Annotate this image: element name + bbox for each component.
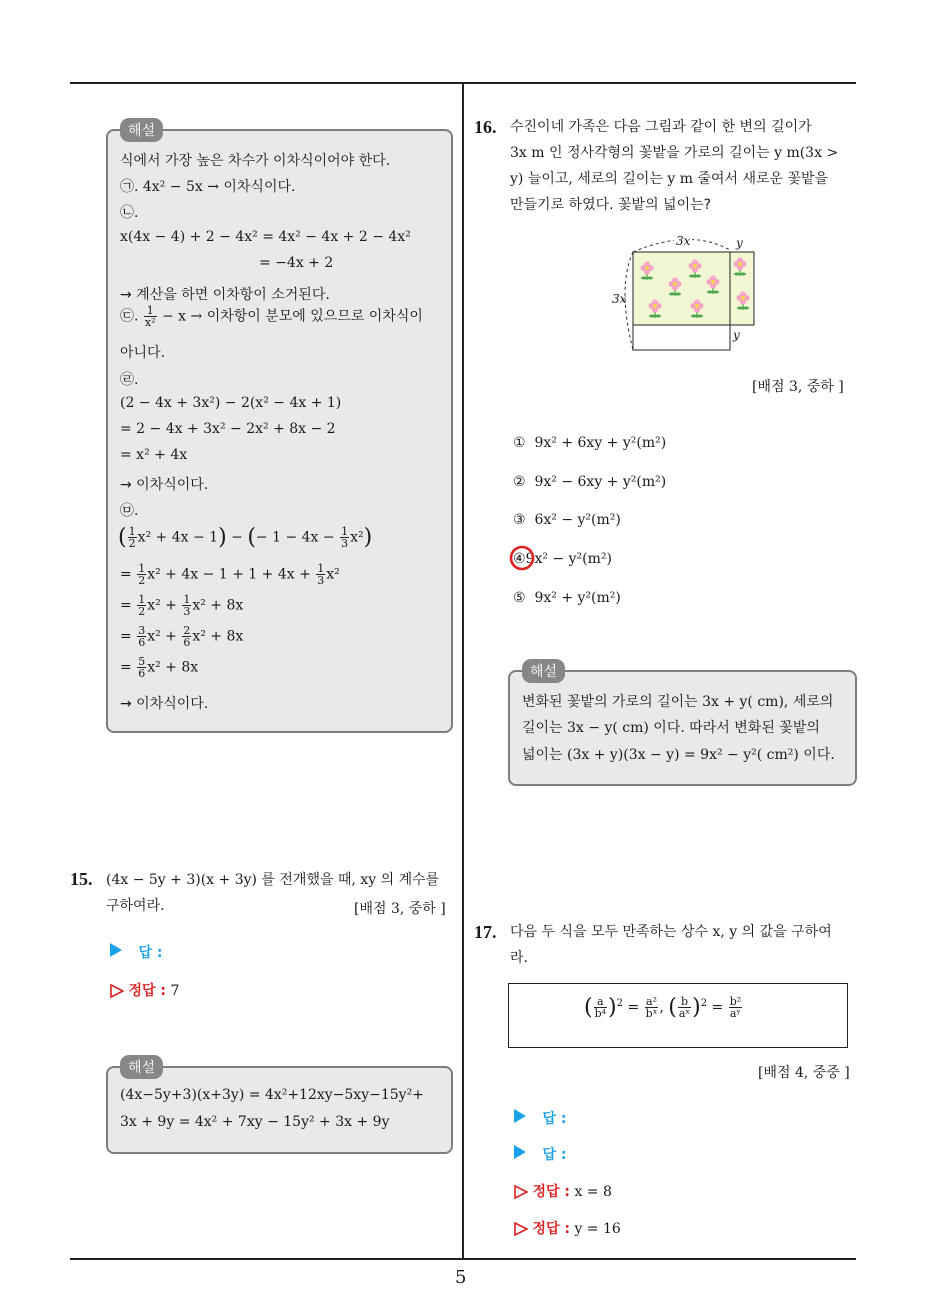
filled-triangle-icon	[514, 1109, 526, 1123]
option-text: 9x² + 6xy + y²(m²)	[534, 435, 667, 451]
solution-text: x²	[326, 566, 340, 583]
correct-value: 7	[170, 983, 180, 999]
outline-triangle-icon	[110, 984, 124, 998]
solution-line: = x² + 4x	[120, 447, 188, 463]
solution-line: 넓이는 (3x + y)(3x − y) = 9x² − y²( cm²) 이다.	[522, 747, 835, 763]
solution-line: 변화된 꽃밭의 가로의 길이는 3x + y( cm), 세로의	[522, 694, 834, 710]
question-text: 수진이네 가족은 다음 그림과 같이 한 변의 길이가	[510, 119, 812, 135]
answer-label: 답 :	[542, 1111, 567, 1127]
solution-line-fraction: = $\frac{1}{2}$ x² + 4x − 1 + 1 + 4x + $\frac{1}{3}$ x²	[120, 562, 340, 587]
bottom-rule	[70, 1258, 856, 1260]
option-mark: ②	[513, 474, 526, 490]
solution-text: x² + 4x − 1 + 1 + 4x +	[147, 566, 311, 583]
correct-answer-line	[514, 1181, 612, 1201]
option-text: 6x² − y²(m²)	[534, 512, 621, 528]
numerator: b	[678, 996, 691, 1008]
solution-text: =	[120, 628, 132, 645]
answer-line	[514, 1144, 566, 1164]
garden-figure	[605, 232, 765, 357]
solution-text: =	[120, 566, 132, 583]
solution-text: x² +	[147, 597, 177, 614]
fraction: $\frac{1}{3}$	[341, 525, 349, 550]
denominator: aʸ	[729, 1007, 742, 1020]
solution-line-fraction: ( $\frac{1}{2}$ x² + 4x − 1) − (− 1 − 4x − $\frac{1}{3}$ x²)	[118, 525, 373, 550]
score-label: [배점 3, 중하 ]	[354, 901, 446, 917]
solution-line-fraction	[120, 305, 423, 328]
correct-label: 정답 :	[532, 1221, 570, 1237]
solution-line: = 2 − 4x + 3x² − 2x² + 8x − 2	[120, 421, 336, 437]
answer-circle-mark	[507, 543, 537, 573]
question-number: 17.	[474, 922, 497, 942]
numerator: b²	[729, 995, 742, 1008]
outline-triangle-icon	[514, 1185, 528, 1199]
answer-line	[514, 1108, 566, 1128]
solution-text: =	[120, 659, 132, 676]
filled-triangle-icon	[110, 943, 122, 957]
answer-label: 답 :	[138, 945, 163, 961]
correct-label: 정답 :	[128, 983, 166, 999]
option-text: 9x² − 6xy + y²(m²)	[534, 474, 667, 490]
answer-line	[110, 942, 162, 962]
solution-line: (4x−5y+3)(x+3y) = 4x²+12xy−5xy−15y²+	[120, 1087, 424, 1103]
solution-tag: 해설	[120, 118, 163, 142]
figure-label-y-bottom: y	[733, 328, 740, 342]
question-text: 구하여라.	[106, 898, 165, 914]
solution-line-fraction: = $\frac{1}{2}$ x² + $\frac{1}{3}$ x² + 8x	[120, 593, 244, 618]
figure-label-y-top: y	[736, 236, 743, 250]
correct-label: 정답 :	[532, 1184, 570, 1200]
solution-line: 길이는 3x − y( cm) 이다. 따라서 변화된 꽃밭의	[522, 720, 820, 736]
denominator: aˣ	[678, 1007, 691, 1020]
option-text: 9x² − y²(m²)	[525, 551, 612, 567]
option-mark: ①	[513, 435, 526, 451]
solution-text: x² +	[147, 628, 177, 645]
correct-answer-line	[514, 1218, 621, 1238]
numerator: 1	[144, 305, 157, 317]
equations: ( $\frac{a}{\text{b⁴}}$ )$^2$ = $\frac{\text{a²}}{\text{bˣ}}$ , ( $\frac{b}{\text{aˣ}}$ )$^2$ = $\frac{\text{b²}}{\text{aʸ}}$	[584, 995, 742, 1020]
solution-line-fraction: = $\frac{3}{6}$ x² + $\frac{2}{6}$ x² + 8x	[120, 624, 244, 649]
solution-tag: 해설	[120, 1055, 163, 1079]
solution-line: → 이차식이다.	[120, 696, 209, 712]
option-3[interactable]	[513, 512, 621, 528]
solution-text: x² + 8x	[192, 597, 244, 614]
solution-line: ㉣.	[120, 372, 139, 388]
option-mark: ④	[513, 551, 526, 567]
solution-text: x² + 8x	[147, 659, 199, 676]
question-text: 만들기로 하였다. 꽃밭의 넓이는?	[510, 197, 712, 213]
solution-line: x(4x − 4) + 2 − 4x² = 4x² − 4x + 2 − 4x²	[120, 229, 411, 245]
solution-text: x²	[350, 529, 364, 546]
solution-text: − x → 이차항이 분모에 있으므로 이차식이	[161, 308, 423, 325]
solution-tag: 해설	[522, 659, 565, 683]
solution-line: (2 − 4x + 3x²) − 2(x² − 4x + 1)	[120, 395, 342, 411]
option-mark: ⑤	[513, 590, 526, 606]
denominator: bˣ	[645, 1007, 658, 1020]
solution-line: ㉠. 4x² − 5x → 이차식이다.	[120, 179, 296, 195]
fraction	[144, 305, 157, 328]
numerator: a²	[646, 995, 657, 1008]
option-text: 9x² + y²(m²)	[534, 590, 621, 606]
option-1[interactable]	[513, 435, 666, 451]
question-text: 다음 두 식을 모두 만족하는 상수 x, y 의 값을 구하여	[510, 924, 832, 940]
correct-value: x = 8	[574, 1184, 612, 1200]
correct-value: y = 16	[574, 1221, 621, 1237]
question-text: y) 늘이고, 세로의 길이는 y m 줄여서 새로운 꽃밭을	[510, 171, 829, 187]
solution-line-fraction: = $\frac{5}{6}$ x² + 8x	[120, 655, 199, 680]
figure-label-top: 3x	[676, 234, 691, 248]
solution-text: x² + 4x − 1	[137, 529, 219, 546]
option-mark: ③	[513, 512, 526, 528]
solution-line: 3x + 9y = 4x² + 7xy − 15y² + 3x + 9y	[120, 1114, 390, 1130]
question-text: (4x − 5y + 3)(x + 3y) 를 전개했을 때, xy 의 계수를	[106, 872, 440, 888]
numerator: a	[594, 996, 607, 1008]
correct-answer-line	[110, 980, 179, 1000]
option-2[interactable]	[513, 474, 666, 490]
page-number: 5	[455, 1267, 467, 1288]
denominator: b⁴	[594, 1007, 607, 1020]
solution-line: ㉤.	[120, 503, 139, 519]
solution-text: x² + 8x	[192, 628, 244, 645]
question-text: 3x m 인 정사각형의 꽃밭을 가로의 길이는 y m(3x >	[510, 145, 839, 161]
solution-line: = −4x + 2	[259, 255, 334, 271]
item-mark: ㉢.	[120, 308, 139, 325]
answer-label: 답 :	[542, 1147, 567, 1163]
option-5[interactable]	[513, 590, 621, 606]
solution-line: 아니다.	[120, 345, 166, 361]
solution-text: =	[120, 597, 132, 614]
solution-line: 식에서 가장 높은 차수가 이차식이어야 한다.	[120, 153, 391, 169]
question-number: 15.	[70, 869, 93, 889]
score-label: [배점 4, 중중 ]	[758, 1065, 850, 1081]
solution-box-15	[106, 1066, 453, 1154]
denominator: x²	[144, 316, 156, 329]
solution-line: → 계산을 하면 이차항이 소거된다.	[120, 287, 330, 303]
figure-label-left: 3x	[612, 292, 627, 306]
fraction: $\frac{1}{2}$	[128, 525, 136, 550]
solution-text: − 1 − 4x −	[255, 529, 335, 546]
score-label: [배점 3, 중하 ]	[752, 379, 844, 395]
column-divider	[462, 83, 464, 1260]
question-number: 16.	[474, 117, 497, 137]
solution-line: → 이차식이다.	[120, 477, 209, 493]
question-text: 라.	[510, 950, 528, 966]
filled-triangle-icon	[514, 1145, 526, 1159]
solution-line: ㉡.	[120, 205, 139, 221]
outline-triangle-icon	[514, 1222, 528, 1236]
